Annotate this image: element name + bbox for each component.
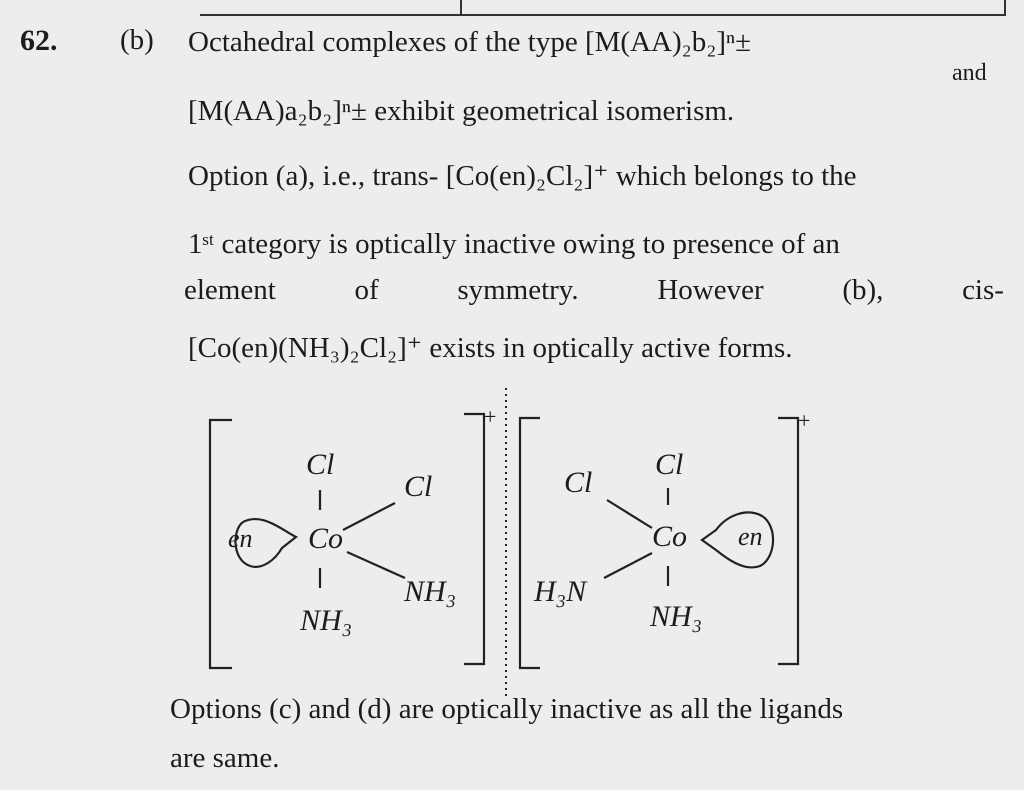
right-nh3-left: H₃N xyxy=(534,575,587,608)
text-line-6: [Co(en)(NH₃)₂Cl₂]⁺ exists in optically active forms. xyxy=(188,332,793,364)
right-charge: + xyxy=(798,408,811,433)
right-nh3-bottom: NH₃ xyxy=(650,600,703,633)
right-cl-top: Cl xyxy=(655,448,684,481)
word: of xyxy=(354,274,379,306)
word: However xyxy=(657,274,764,306)
left-en: en xyxy=(228,524,253,553)
word: cis- xyxy=(962,274,1004,306)
final-line-1: Options (c) and (d) are optically inactive as all the ligands xyxy=(170,693,844,725)
final-line-2: are same. xyxy=(170,742,280,774)
word: element xyxy=(184,274,276,306)
text-line-1: Octahedral complexes of the type [M(AA)₂b₂]ⁿ± xyxy=(188,26,752,58)
left-nh3-bottom: NH₃ xyxy=(300,604,353,637)
answer-option: (b) xyxy=(120,24,154,56)
word: symmetry. xyxy=(457,274,579,306)
right-cl-left: Cl xyxy=(564,466,593,499)
left-cl-right: Cl xyxy=(404,470,433,503)
text-and: and xyxy=(952,60,987,86)
word: (b), xyxy=(842,274,884,306)
text-line-3: Option (a), i.e., trans- [Co(en)₂Cl₂]⁺ which belongs to the xyxy=(188,160,857,192)
right-co: Co xyxy=(652,520,688,553)
left-cl-top: Cl xyxy=(306,448,335,481)
left-nh3-right: NH₃ xyxy=(404,575,457,608)
text-line-2: [M(AA)a₂b₂]ⁿ± exhibit geometrical isomerism. xyxy=(188,95,735,127)
text-line-4: 1ˢᵗ category is optically inactive owing to presence of an xyxy=(188,228,840,260)
question-number: 62. xyxy=(20,24,58,57)
right-en: en xyxy=(738,522,763,551)
left-charge: + xyxy=(484,404,497,429)
left-co: Co xyxy=(308,522,344,555)
